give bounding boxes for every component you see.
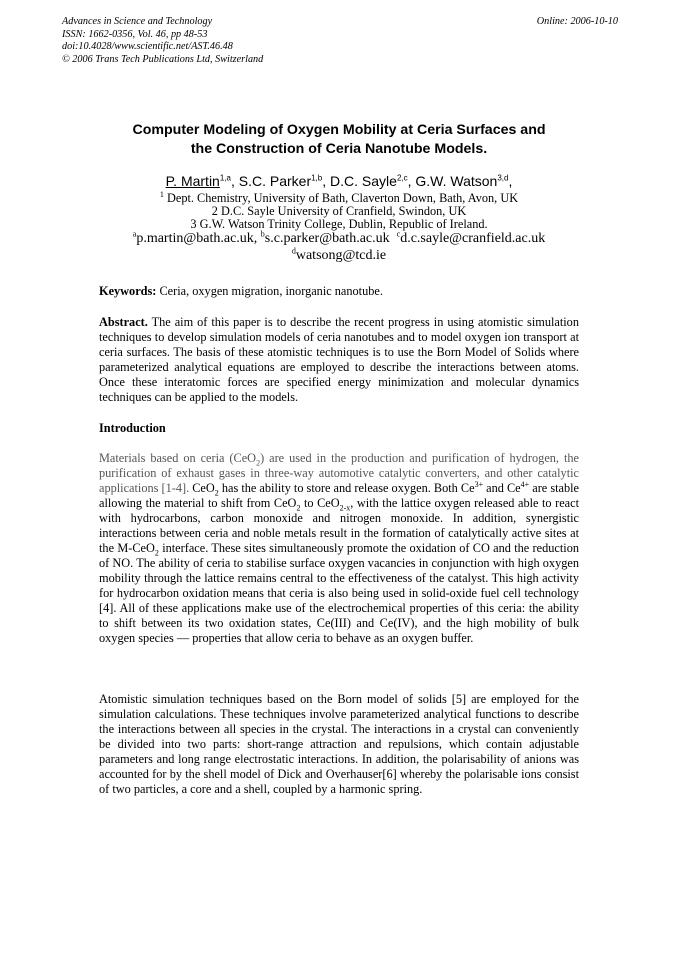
keywords-text: Ceria, oxygen migration, inorganic nanotube. — [159, 284, 383, 298]
abstract — [99, 315, 579, 405]
affiliation-1: $^1$ Dept. Chemistry, University of Bath, Claverton Down, Bath, Avon, UK — [159, 189, 519, 205]
issn-line: ISSN: 1662-0356, Vol. 46, pp 48-53 — [62, 28, 208, 40]
keywords — [99, 284, 579, 299]
keywords-label: Keywords: — [99, 284, 157, 298]
author-4: G.W. Watson — [415, 173, 498, 189]
email-d: watsong@tcd.ie — [295, 248, 387, 263]
author-2: S.C. Parker — [238, 173, 312, 189]
journal-header — [62, 16, 618, 66]
author-list: P. Martin$^{1,a}$, S.C. Parker$^{1,b}$, D.C. Sayle$^{2,c}$, G.W. Watson$^{3,d}$, — [165, 173, 513, 189]
email-a-sup: a — [132, 229, 137, 239]
author-2-sup: 1,b — [311, 173, 323, 183]
author-4-sup: 3,d — [497, 173, 509, 183]
introduction-heading: Introduction — [99, 421, 166, 435]
introduction-paragraph-2: Atomistic simulation techniques based on the Born model of solids [5] are employed for the simulation calculations. These techniques involve parameterized analytical functions to describe the interactions between all species in the crystal. The interactions in a crystal can conveniently be divided into two parts: short-range attraction and repulsions, which contain adjustable parameters and long range electrostatic interactions. In addition, the polarisability of anions was accounted for by the shell model of Dick and Overhauser[6] whereby the polarisable ions consist of two particles, a core and a shell, coupled by a harmonic spring. — [99, 692, 579, 796]
author-3-sup: 2,c — [396, 173, 408, 183]
author-1-sup: 1,a — [219, 173, 231, 183]
email-c: d.c.sayle@cranfield.ac.uk — [400, 231, 546, 246]
email-line-1 — [0, 231, 678, 248]
email-a: p.martin@bath.ac.uk, — [136, 231, 258, 246]
title-line-2: the Construction of Ceria Nanotube Models. — [190, 141, 488, 157]
email-line-2 — [0, 248, 678, 265]
introduction-paragraph-1: Materials based on ceria (CeO$_2$) are used in the production and purification of hydrogen, the purification of exhaust gases in three-way automotive catalytic converters, and other catalytic applications [1-4]. CeO$_2$ has the ability to store and release oxygen. Both $Ce^{3+}$ and $Ce^{4+}$ are stable allowing the material to shift from CeO$_2$ to CeO$_{2-x}$, with the lattice oxygen released able to react with hydrocarbons, carbon monoxide and nitrogen monoxide. In addition, synergistic interactions between ceria and noble metals result in the formation of catalytically active sites at the M-CeO$_2$ interface. These sites simultaneously promote the oxidation of CO and the reduction of NO. The ability of ceria to stabilise surface oxygen vacancies in conjunction with high oxygen mobility through the lattice remains central to the effectiveness of the catalyst. This high activity for hydrocarbon oxidation means that ceria is also being used in solid-oxide fuel cell technology [4]. All of these applications make use of the electrochemical properties of this ceria: the ability to shift between its two oxidation states, Ce(III) and Ce(IV), and the high mobility of bulk oxygen species — properties that allow ceria to behave as an oxygen buffer. — [99, 451, 580, 645]
copyright-line: © 2006 Trans Tech Publications Ltd, Switzerland — [62, 53, 264, 65]
email-c-sup: c — [396, 229, 401, 239]
abstract-text: The aim of this paper is to describe the recent progress in using atomistic simulation techniques to develop simulation models of ceria nanotubes and to model oxygen ion transport at ceria surfaces. The basis of these atomistic techniques is to use the Born Model of Solids where parameterized analytical equations are employed to describe the interactions between atoms. Once these interatomic forces are specified energy minimization and molecular dynamics techniques can be applied to the models. — [99, 315, 579, 404]
email-d-sup: d — [291, 246, 296, 256]
title-line-1: Computer Modeling of Oxygen Mobility at Ceria Surfaces and — [132, 122, 546, 138]
affiliation-3: 3 G.W. Watson Trinity College, Dublin, Republic of Ireland. — [190, 217, 488, 231]
affiliation-2: 2 D.C. Sayle University of Cranfield, Swindon, UK — [211, 204, 467, 218]
email-b: s.c.parker@bath.ac.uk — [264, 231, 390, 246]
email-b-sup: b — [260, 229, 265, 239]
abstract-label: Abstract. — [99, 315, 148, 329]
author-3: D.C. Sayle — [330, 173, 397, 189]
online-date: Online: 2006-10-10 — [536, 16, 618, 27]
doi-line: doi:10.4028/www.scientific.net/AST.46.48 — [62, 41, 233, 52]
affiliation-1-sup: 1 — [159, 189, 164, 199]
journal-name: Advances in Science and Technology — [62, 16, 213, 27]
paper-title — [90, 121, 588, 159]
author-1: P. Martin — [165, 173, 220, 189]
